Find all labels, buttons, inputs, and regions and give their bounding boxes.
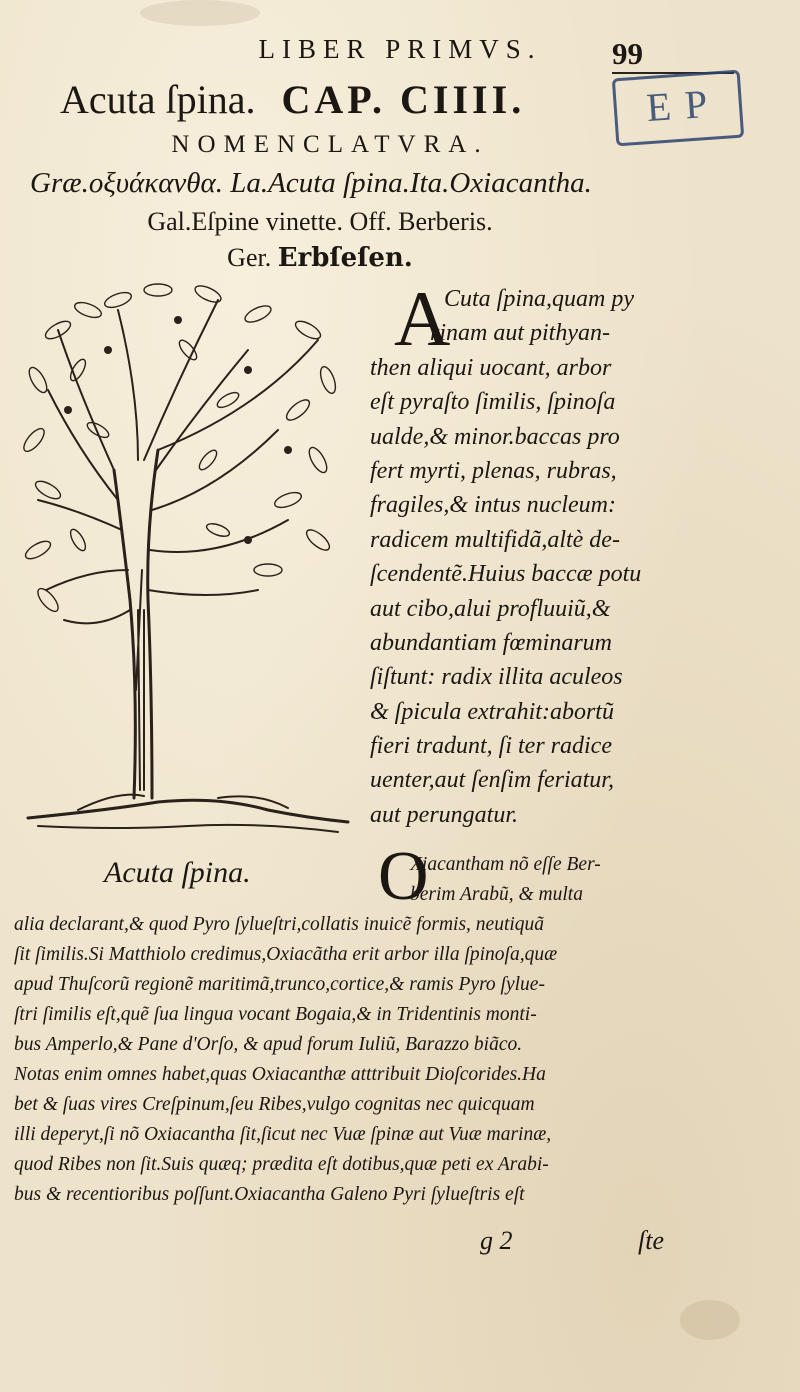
text-line: Xiacantham nõ eſſe Ber-	[410, 854, 601, 875]
page-number: 99	[612, 36, 643, 71]
text-line: abundantiam fœminarum	[370, 629, 613, 656]
text-line: fieri tradunt, ſi ter radice	[370, 733, 612, 760]
drop-capital-a: A	[394, 275, 451, 362]
text-line: bet & ſuas vires Creſpinum,ſeu Ribes,vulgo cognitas nec quicquam	[14, 1094, 535, 1115]
text-line: & ſpicula extrahit:abortũ	[370, 698, 614, 725]
text-line: rinam aut pithyan-	[430, 320, 610, 347]
illustration-caption: Acuta ſpina.	[104, 856, 251, 889]
text-line: fragiles,& intus nucleum:	[370, 492, 616, 519]
text-line: ſiſtunt: radix illita aculeos	[370, 664, 623, 691]
text-line: Cuta ſpina,quam py	[444, 286, 634, 312]
nomenclature-german-label: Ger.	[227, 243, 272, 272]
text-line: quod Ribes non ſit.Suis quæq; prædita eſt dotibus,quæ peti ex Arabi-	[14, 1154, 549, 1175]
text-line: then aliqui uocant, arbor	[370, 354, 612, 381]
running-title: LIBER PRIMVS.	[258, 34, 542, 64]
text-line: bus & recentioribus poſſunt.Oxiacantha Galeno Pyri ſylueſtris eſt	[14, 1184, 525, 1205]
drop-capital-o: O	[378, 838, 429, 915]
chapter-number: CAP. CIIII.	[281, 77, 526, 122]
text-line: berim Arabũ, & multa	[410, 884, 583, 905]
text-line: ſcendentẽ.Huius baccæ potu	[370, 561, 642, 588]
library-stamp: E P	[612, 70, 744, 147]
paper-stain	[140, 0, 260, 26]
text-line: aut perungatur.	[370, 801, 519, 828]
signature-mark: g 2	[480, 1226, 513, 1255]
text-line: apud Thuſcorũ regionẽ maritimã,trunco,cortice,& ramis Pyro ſylue-	[14, 974, 545, 995]
chapter-name: Acuta ſpina.	[60, 77, 256, 122]
text-line: radicem multifidã,altè de-	[370, 526, 620, 553]
text-line: ſtri ſimilis eſt,quẽ ſua lingua vocant Bogaia,& in Tridentinis monti-	[14, 1004, 537, 1025]
chapter-title	[60, 76, 525, 123]
text-line: alia declarant,& quod Pyro ſylueſtri,collatis inuicẽ formis, neutiquã	[14, 914, 545, 935]
nomenclature-heading: NOMENCLATVRA.	[171, 131, 489, 158]
nomenclature-line-1: Græ.οξυάκανθα. La.Acuta ſpina.Ita.Oxiacantha.	[30, 167, 592, 199]
text-line: ualde,& minor.baccas pro	[370, 423, 620, 450]
woodcut-tree-illustration	[18, 270, 356, 842]
paper-stain	[680, 1300, 740, 1340]
text-line: uenter,aut ſenſim feriatur,	[370, 767, 614, 794]
text-line: illi deperyt,ſi nõ Oxiacantha ſit,ſicut nec Vuæ ſpinæ aut Vuæ marinæ,	[14, 1124, 552, 1145]
nomenclature-line-2: Gal.Eſpine vinette. Off. Berberis.	[147, 207, 493, 236]
catchword: ſte	[638, 1226, 664, 1255]
paragraph-1	[370, 275, 670, 832]
text-line: eſt pyraſto ſimilis, ſpinoſa	[370, 389, 616, 416]
text-line: Notas enim omnes habet,quas Oxiacanthæ atttribuit Dioſcorides.Ha	[14, 1064, 546, 1085]
text-line: bus Amperlo,& Pane d'Orſo, & apud forum Iuliũ, Barazzo biãco.	[14, 1034, 523, 1055]
nomenclature-line-3	[0, 243, 640, 273]
nomenclature-german-name: Erbſeſen.	[277, 243, 413, 273]
text-line: fert myrti, plenas, rubras,	[370, 457, 617, 484]
text-line: ſit ſimilis.Si Matthiolo credimus,Oxiacãtha erit arbor illa ſpinoſa,quæ	[14, 944, 558, 965]
text-line: aut cibo,alui profluuiũ,&	[370, 595, 611, 622]
